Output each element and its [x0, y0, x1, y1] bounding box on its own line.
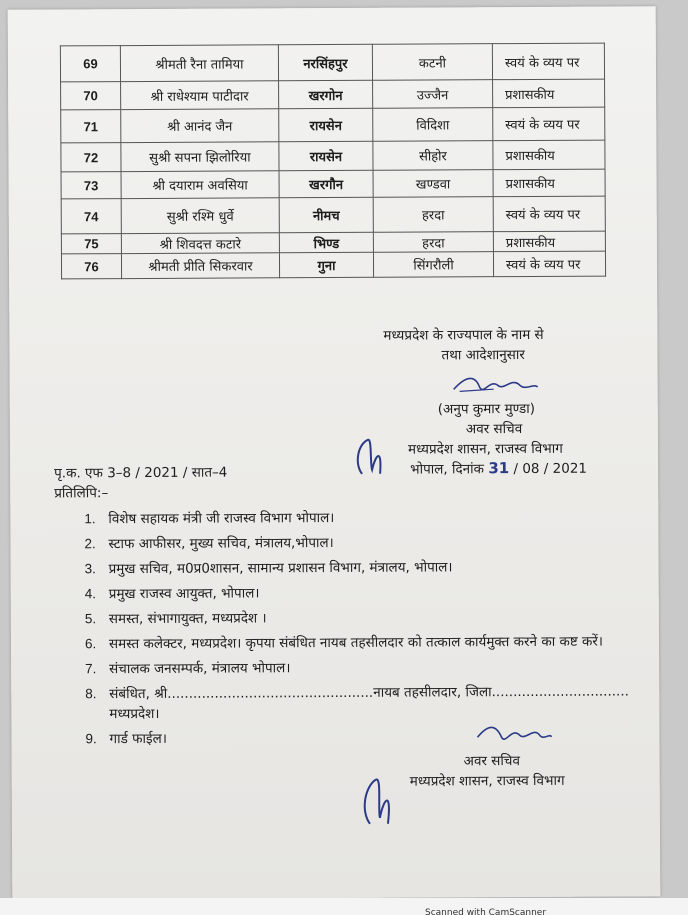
copy-list [84, 506, 645, 754]
copy-heading: प्रतिलिपि:– [54, 485, 109, 502]
list-item-number: 8. [85, 686, 97, 702]
list-item-number: 1. [84, 511, 96, 527]
to-district-cell: सीहोर [373, 141, 493, 171]
date-month-year: / 08 / 2021 [513, 460, 588, 478]
table-row [60, 43, 604, 82]
order-line-2: तथा आदेशानुसार [441, 346, 525, 364]
transfer-type-cell: प्रशासकीय [493, 169, 605, 197]
list-item-number: 7. [85, 661, 97, 677]
scan-watermark: Scanned with CamScanner [425, 908, 547, 915]
transfer-type-cell: प्रशासकीय [493, 231, 605, 252]
table-row [61, 251, 605, 279]
name-cell: श्रीमती रैना तामिया [120, 45, 278, 82]
serial-number-cell: 73 [61, 172, 121, 199]
transfer-type-cell: प्रशासकीय [493, 79, 605, 108]
from-district-cell: खरगोन [279, 80, 373, 108]
list-item-text: समस्त, संभागायुक्त, मध्यप्रदेश । [108, 610, 267, 628]
list-item-text: स्टाफ आफीसर, मुख्य सचिव, मंत्रालय,भोपाल। [108, 535, 334, 553]
table-row [61, 196, 605, 234]
table-row [61, 140, 605, 172]
signature-top [450, 369, 540, 399]
from-district-cell: नीमच [279, 197, 373, 232]
place-date [410, 459, 587, 478]
name-cell: श्री दयाराम अवसिया [121, 171, 279, 199]
list-item [85, 606, 645, 629]
transfer-type-cell: स्वयं के व्यय पर [493, 196, 605, 232]
from-district-cell: नरसिंहपुर [278, 44, 372, 80]
serial-number-cell: 76 [61, 254, 121, 279]
order-line-1: मध्यप्रदेश के राज्यपाल के नाम से [383, 326, 544, 344]
list-item [85, 556, 645, 579]
name-cell: श्री शिवदत्त कटारे [121, 233, 279, 254]
to-district-cell: हरदा [373, 232, 493, 253]
initials-mark-bottom [358, 774, 408, 832]
transfer-type-cell: स्वयं के व्यय पर [493, 251, 605, 277]
serial-number-cell: 74 [61, 199, 121, 234]
name-cell: श्री आनंद जैन [121, 109, 279, 143]
from-district-cell: रायसेन [279, 141, 373, 170]
initials-mark-top [350, 434, 400, 482]
list-item-text: विशेष सहायक मंत्री जी राजस्व विभाग भोपाल। [108, 509, 335, 528]
list-item-number: 9. [85, 731, 97, 747]
transfer-type-cell: प्रशासकीय [493, 140, 605, 170]
list-item [84, 531, 644, 554]
transfer-type-cell: स्वयं के व्यय पर [493, 107, 605, 141]
to-district-cell: कटनी [372, 44, 492, 81]
list-item-number: 4. [84, 586, 97, 602]
to-district-cell: सिंगरौली [373, 252, 493, 278]
place-date-prefix: भोपाल, दिनांक [410, 461, 485, 478]
list-item-text: संबंधित, श्री................................................नायब तहसीलदार, जिला................................ मध्यप्रदेश। [109, 683, 629, 723]
serial-number-cell: 72 [61, 143, 121, 172]
name-cell: श्री राधेश्याम पाटीदार [121, 81, 279, 110]
from-district-cell: भिण्ड [279, 232, 373, 252]
list-item [85, 631, 645, 654]
table-row [61, 231, 605, 254]
from-district-cell: रायसेन [279, 108, 373, 141]
to-district-cell: खण्डवा [373, 170, 493, 198]
name-cell: सुश्री रश्मि धुर्वे [121, 198, 279, 234]
list-item-text: समस्त कलेक्टर, मध्यप्रदेश। कृपया संबंधित नायब तहसीलदार को तत्काल कार्यमुक्त करने का कष्ट करें। [108, 633, 604, 653]
transfer-table [60, 43, 606, 280]
list-item-number: 6. [84, 636, 97, 652]
table-row [61, 107, 605, 143]
serial-number-cell: 75 [61, 234, 121, 254]
signatory-department: मध्यप्रदेश शासन, राजस्व विभाग [407, 440, 563, 458]
serial-number-cell: 70 [61, 82, 121, 110]
from-district-cell: खरगौन [279, 170, 373, 197]
list-item [85, 681, 645, 724]
document-page [8, 6, 661, 899]
list-item [85, 581, 645, 604]
list-item-text: गार्ड फाईल। [109, 730, 167, 748]
date-day: 31 [488, 459, 510, 478]
list-item-number: 5. [84, 611, 97, 627]
to-district-cell: हरदा [373, 197, 493, 233]
transfer-type-cell: स्वयं के व्यय पर [492, 43, 604, 80]
list-item-number: 2. [84, 536, 96, 552]
serial-number-cell: 71 [61, 110, 121, 143]
list-item-number: 3. [84, 561, 96, 577]
signatory2-designation: अवर सचिव [463, 753, 521, 770]
list-item [85, 656, 645, 679]
signatory2-department: मध्यप्रदेश शासन, राजस्व विभाग [409, 772, 565, 790]
name-cell: श्रीमती प्रीति सिकरवार [121, 253, 279, 279]
list-item-text: प्रमुख राजस्व आयुक्त, भोपाल। [108, 585, 260, 603]
serial-number-cell: 69 [60, 46, 120, 82]
to-district-cell: उज्जैन [373, 80, 493, 109]
table-row [61, 169, 605, 199]
scan-footer-strip [0, 898, 688, 915]
signatory-name: (अनुप कुमार मुण्डा) [437, 400, 536, 418]
list-item [85, 726, 645, 749]
signature-bottom [473, 719, 553, 749]
list-item [84, 506, 644, 529]
list-item-text: प्रमुख सचिव, म0प्र0शासन, सामान्य प्रशासन विभाग, मंत्रालय, भोपाल। [108, 559, 453, 578]
signatory-designation: अवर सचिव [465, 421, 523, 438]
to-district-cell: विदिशा [373, 108, 493, 142]
memo-number: पृ.क. एफ 3–8 / 2021 / सात–4 [54, 464, 228, 482]
from-district-cell: गुना [279, 252, 373, 277]
table-row [61, 79, 605, 110]
name-cell: सुश्री सपना झिलोरिया [121, 142, 279, 172]
list-item-text: संचालक जनसम्पर्क, मंत्रालय भोपाल। [109, 660, 291, 678]
